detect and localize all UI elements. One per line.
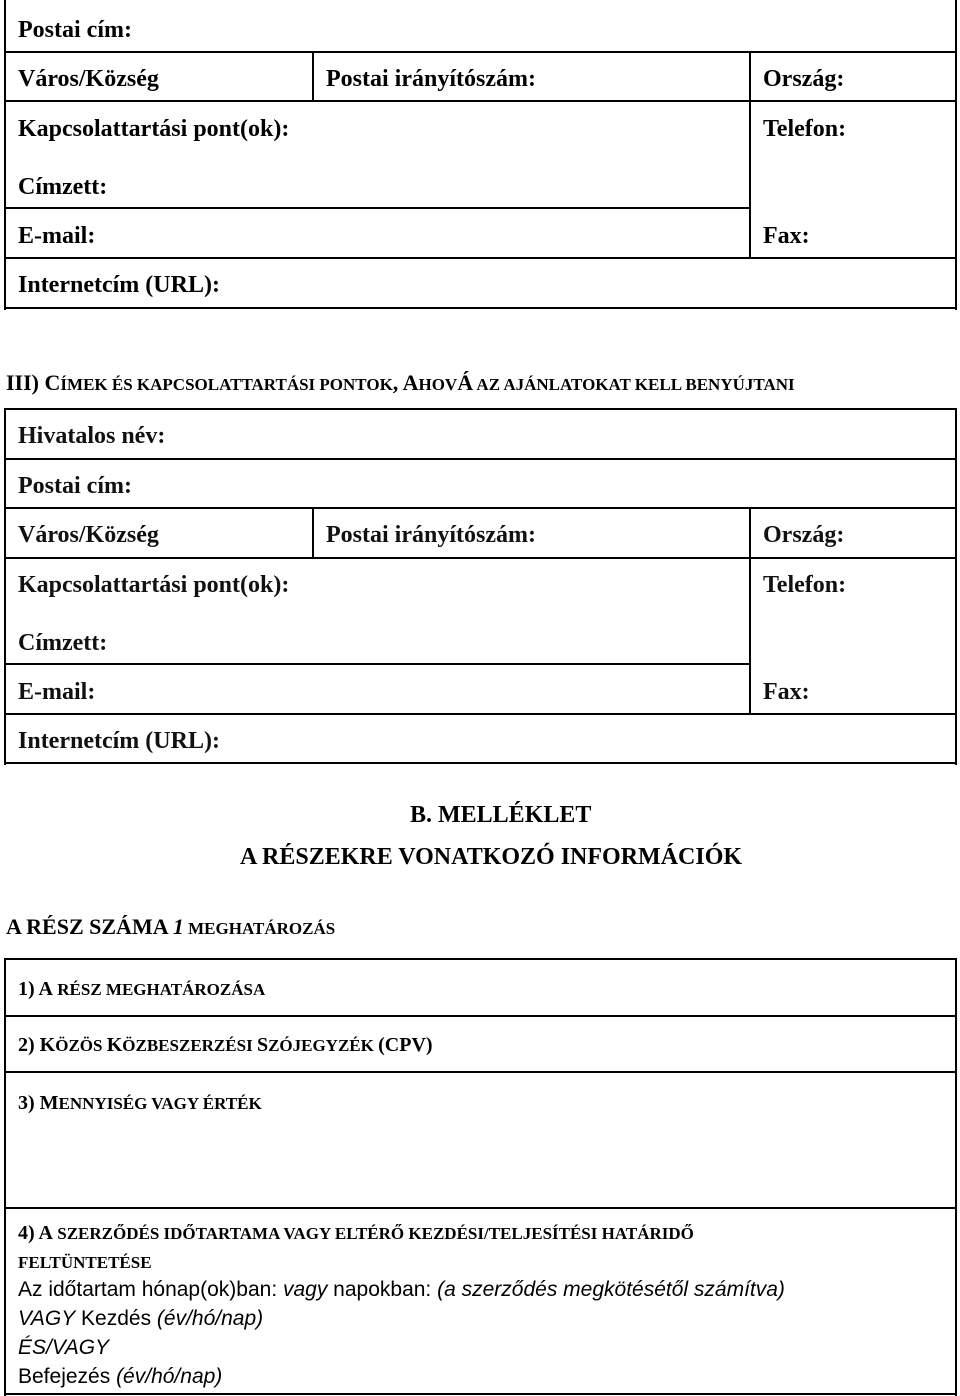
internet-label: Internetcím (URL): <box>18 272 220 298</box>
city-label: Város/Község <box>18 66 159 92</box>
phone-label-2: Telefon: <box>763 572 847 598</box>
contact-points-label: Kapcsolattartási pont(ok): <box>18 116 290 142</box>
postal-code-label: Postai irányítószám: <box>326 66 536 92</box>
item-4-heading-line2: FELTÜNTETÉSE <box>18 1253 152 1272</box>
email-label-2: E-mail: <box>18 679 96 705</box>
phone-label: Telefon: <box>763 116 847 142</box>
country-label-2: Ország: <box>763 522 845 548</box>
postal-code-label-2: Postai irányítószám: <box>326 522 536 548</box>
attention-label-2: Címzett: <box>18 630 108 656</box>
country-label: Ország: <box>763 66 845 92</box>
email-label: E-mail: <box>18 223 96 249</box>
section-3-heading: III) CÍMEK ÉS KAPCSOLATTARTÁSI PONTOK, AHOVÁ AZ AJÁNLATOKAT KELL BENYÚJTANI <box>6 370 795 395</box>
fax-label: Fax: <box>763 223 810 249</box>
postal-address-label-2: Postai cím: <box>18 473 132 499</box>
item-2-heading: 2) KÖZÖS KÖZBESZERZÉSI SZÓJEGYZÉK (CPV) <box>18 1034 433 1056</box>
item-4-heading: 4) A SZERZŐDÉS IDŐTARTAMA VAGY ELTÉRŐ KEZDÉSI/TELJESÍTÉSI HATÁRIDŐ <box>18 1222 694 1244</box>
official-name-label: Hivatalos név: <box>18 423 166 449</box>
item-1-heading: 1) A RÉSZ MEGHATÁROZÁSA <box>18 978 266 1000</box>
postal-address-label: Postai cím: <box>18 17 132 43</box>
annex-title: B. MELLÉKLET <box>410 802 592 828</box>
internet-label-2: Internetcím (URL): <box>18 728 220 754</box>
annex-subtitle: A RÉSZEKRE VONATKOZÓ INFORMÁCIÓK <box>240 844 743 870</box>
contact-points-label-2: Kapcsolattartási pont(ok): <box>18 572 290 598</box>
item-3-heading: 3) MENNYISÉG VAGY ÉRTÉK <box>18 1092 262 1114</box>
duration-line: Az időtartam hónap(ok)ban: vagy napokban: (a szerződés megkötésétől számítva) <box>18 1278 785 1301</box>
city-label-2: Város/Község <box>18 522 159 548</box>
fax-label-2: Fax: <box>763 679 810 705</box>
attention-label: Címzett: <box>18 174 108 200</box>
end-date-line: Befejezés (év/hó/nap) <box>18 1365 223 1388</box>
start-date-line: VAGY Kezdés (év/hó/nap) <box>18 1307 264 1330</box>
and-or-line: ÉS/VAGY <box>18 1336 110 1359</box>
part-number-heading: A RÉSZ SZÁMA 1 MEGHATÁROZÁS <box>6 914 336 939</box>
